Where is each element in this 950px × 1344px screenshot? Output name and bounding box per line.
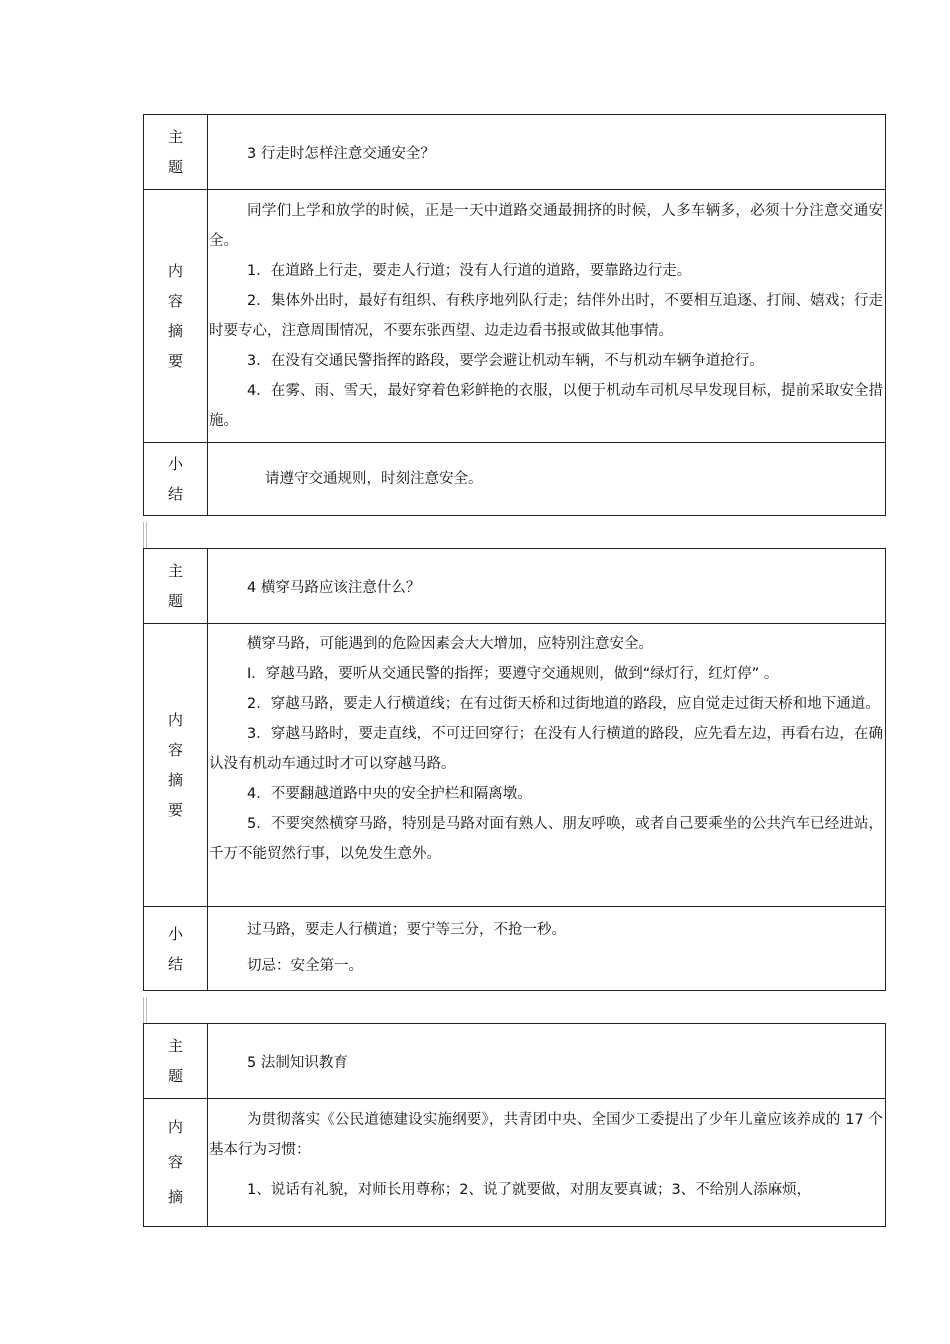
section-table-5	[143, 1023, 886, 1227]
summary-label: 小 结	[144, 907, 208, 990]
topic-label: 主 题	[144, 549, 208, 623]
content-label: 内 容 摘	[144, 1099, 208, 1226]
summary-row	[144, 442, 885, 515]
content-paragraph: 1．在道路上行走，要走人行道；没有人行道的道路，要靠路边行走。	[247, 263, 692, 279]
summary-text: 切忌：安全第一。	[247, 958, 363, 974]
summary-label: 小 结	[144, 443, 208, 515]
content-paragraph: 横穿马路，可能遇到的危险因素会大大增加，应特别注意安全。	[247, 636, 653, 652]
content-label: 内 容 摘 要	[144, 190, 208, 442]
content-paragraph: 4．不要翻越道路中央的安全护栏和隔离墩。	[247, 786, 532, 802]
summary-row	[144, 906, 885, 990]
content-row	[144, 1098, 885, 1226]
content-paragraph: 3．穿越马路时，要走直线，不可迂回穿行；在没有人行横道的路段，应先看左边，再看右边，在确认没有机动车通过时才可以穿越马路。	[209, 726, 883, 772]
table-separator	[143, 997, 147, 1023]
content-paragraph: 4．在雾、雨、雪天，最好穿着色彩鲜艳的衣服，以便于机动车司机尽早发现目标，提前采取安全措施。	[209, 383, 883, 429]
content-paragraph: 1、说话有礼貌，对师长用尊称；2、说了就要做，对朋友要真诚；3、不给别人添麻烦，	[247, 1182, 812, 1198]
topic-row	[144, 1024, 885, 1098]
content-paragraph: 同学们上学和放学的时候，正是一天中道路交通最拥挤的时候，人多车辆多，必须十分注意交通安全。	[209, 203, 883, 249]
content-paragraph: 为贯彻落实《公民道德建设实施纲要》，共青团中央、全国少工委提出了少年儿童应该养成的 17 个基本行为习惯：	[209, 1112, 883, 1158]
section-title: 5 法制知识教育	[247, 1054, 348, 1071]
content-label: 内 容 摘 要	[144, 624, 208, 906]
topic-row	[144, 115, 885, 189]
content-paragraph: 5．不要突然横穿马路，特别是马路对面有熟人、朋友呼唤，或者自己要乘坐的公共汽车已经进站，千万不能贸然行事，以免发生意外。	[209, 816, 883, 862]
section-title: 3 行走时怎样注意交通安全？	[247, 145, 435, 162]
topic-label: 主 题	[144, 1024, 208, 1098]
topic-row	[144, 549, 885, 623]
content-paragraph: 2．穿越马路，要走人行横道线；在有过街天桥和过街地道的路段，应自觉走过街天桥和地下通道。	[247, 696, 880, 712]
content-paragraph: 3．在没有交通民警指挥的路段，要学会避让机动车辆，不与机动车辆争道抢行。	[247, 353, 764, 369]
section-title: 4 横穿马路应该注意什么？	[247, 579, 421, 596]
summary-text: 过马路，要走人行横道；要宁等三分，不抢一秒。	[247, 922, 566, 938]
topic-label: 主 题	[144, 115, 208, 189]
section-table-3	[143, 114, 886, 516]
section-table-4	[143, 548, 886, 991]
content-paragraph: 2．集体外出时，最好有组织、有秩序地列队行走；结伴外出时，不要相互追逐、打闹、嬉戏；行走时要专心，注意周围情况，不要东张西望、边走边看书报或做其他事情。	[209, 293, 883, 339]
content-paragraph: I．穿越马路，要听从交通民警的指挥；要遵守交通规则，做到“绿灯行，红灯停” 。	[247, 666, 779, 682]
content-row	[144, 623, 885, 906]
table-separator	[143, 522, 147, 548]
content-row	[144, 189, 885, 442]
summary-text: 请遵守交通规则，时刻注意安全。	[265, 471, 483, 487]
